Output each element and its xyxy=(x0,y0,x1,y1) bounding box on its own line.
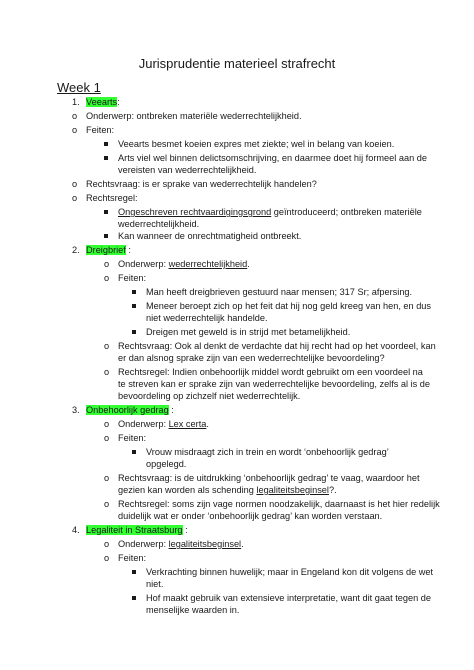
rechtsregel-label: Rechtsregel: xyxy=(86,193,138,203)
square-bullet xyxy=(104,142,108,146)
feiten-label: Feiten: xyxy=(86,125,115,135)
item-number: 3. xyxy=(72,405,80,415)
rechtsregel-line: bevoordeling op zichzelf niet wederrechtelijk. xyxy=(118,391,301,401)
circle-bullet: o xyxy=(72,193,78,203)
item-heading: Legaliteit in Straatsburg : xyxy=(86,525,188,535)
circle-bullet: o xyxy=(72,125,78,135)
square-bullet xyxy=(132,596,136,600)
item-heading: Veearts: xyxy=(86,97,120,107)
fact-line: vereisten van wederrechtelijkheid. xyxy=(118,165,257,175)
rule-line: Kan wanneer de onrechtmatigheid ontbreekt. xyxy=(118,231,302,241)
case-name: Onbehoorlijk gedrag xyxy=(86,405,169,415)
rechtsregel-line: Rechtsregel: Indien onbehoorlijk middel wordt gebruikt om een voordeel na xyxy=(118,367,423,377)
fact-line: Hof maakt gebruik van extensieve interpretatie, want dit gaat tegen de xyxy=(146,593,431,603)
circle-bullet: o xyxy=(72,179,78,189)
fact-line: Vrouw misdraagt zich in trein en wordt ‘onbehoorlijk gedrag’ xyxy=(146,447,389,457)
onderwerp-line: Onderwerp: wederrechtelijkheid. xyxy=(118,259,250,269)
fact-line: Dreigen met geweld is in strijd met betamelijkheid. xyxy=(146,327,351,337)
fact-line: Meneer beroept zich op het feit dat hij nog geld kreeg van hen, en dus xyxy=(146,301,432,311)
square-bullet xyxy=(132,304,136,308)
case-name: Dreigbrief xyxy=(86,245,126,255)
feiten-label: Feiten: xyxy=(118,273,147,283)
square-bullet xyxy=(132,570,136,574)
onderwerp-line: Onderwerp: legaliteitsbeginsel. xyxy=(118,539,244,549)
rechtsregel-line: te streven kan er sprake zijn van wederrechtelijke bevoordeling, zelfs al is de xyxy=(118,379,431,389)
square-bullet xyxy=(132,330,136,334)
rechtsvraag-line: er dan alsnog sprake zijn van een wederrechtelijke bevoordeling? xyxy=(118,353,385,363)
circle-bullet: o xyxy=(104,367,110,377)
rule-line: Ongeschreven rechtvaardigingsgrond geïntroduceerd; ontbreken materiële xyxy=(118,207,422,217)
circle-bullet: o xyxy=(72,111,78,121)
item-number: 1. xyxy=(72,97,80,107)
circle-bullet: o xyxy=(104,539,110,549)
circle-bullet: o xyxy=(104,259,110,269)
item-heading: Dreigbrief : xyxy=(86,245,131,255)
rechtsvraag-line: Rechtsvraag: is de uitdrukking ‘onbehoorlijk gedrag’ te vaag, waardoor het xyxy=(118,473,420,483)
square-bullet xyxy=(104,156,108,160)
circle-bullet: o xyxy=(104,341,110,351)
rechtsregel-line: Rechtsregel: soms zijn vage normen noodzakelijk, daarnaast is het hier redelijk xyxy=(118,499,440,509)
fact-line: Verkrachting binnen huwelijk; maar in Engeland kon dit volgens de wet xyxy=(146,567,434,577)
rechtsvraag-line: Rechtsvraag: is er sprake van wederrechtelijk handelen? xyxy=(86,179,317,189)
circle-bullet: o xyxy=(104,273,110,283)
fact-line: niet. xyxy=(146,579,164,589)
rule-line: wederrechtelijkheid. xyxy=(118,219,200,229)
rechtsregel-line: duidelijk wat er onder ‘onbehoorlijk gedrag’ kan worden verstaan. xyxy=(118,511,383,521)
fact-line: Man heeft dreigbrieven gestuurd naar mensen; 317 Sr; afpersing. xyxy=(146,287,413,297)
square-bullet xyxy=(132,450,136,454)
item-number: 2. xyxy=(72,245,80,255)
onderwerp-line: Onderwerp: ontbreken materiële wederrechtelijkheid. xyxy=(86,111,302,121)
onderwerp-line: Onderwerp: Lex certa. xyxy=(118,419,209,429)
case-name: Legaliteit in Straatsburg xyxy=(86,525,183,535)
circle-bullet: o xyxy=(104,499,110,509)
fact-line: menselijke waarden in. xyxy=(146,605,240,615)
rechtsvraag-line: gezien kan worden als schending legaliteitsbeginsel?. xyxy=(118,485,337,495)
case-name: Veearts xyxy=(86,97,118,107)
circle-bullet: o xyxy=(104,553,110,563)
square-bullet xyxy=(104,234,108,238)
circle-bullet: o xyxy=(104,473,110,483)
fact-line: Veearts besmet koeien expres met ziekte; wel in belang van koeien. xyxy=(118,139,395,149)
item-heading: Onbehoorlijk gedrag : xyxy=(86,405,174,415)
fact-line: Arts viel wel binnen delictsomschrijving, en daarmee doet hij formeel aan de xyxy=(118,153,427,163)
fact-line: opgelegd. xyxy=(146,459,187,469)
rechtsvraag-line: Rechtsvraag: Ook al denkt de verdachte dat hij recht had op het voordeel, kan xyxy=(118,341,436,351)
document-title: Jurisprudentie materieel strafrecht xyxy=(138,56,336,71)
week-heading: Week 1 xyxy=(57,80,101,95)
feiten-label: Feiten: xyxy=(118,433,147,443)
circle-bullet: o xyxy=(104,433,110,443)
feiten-label: Feiten: xyxy=(118,553,147,563)
fact-line: niet wederrechtelijk handelde. xyxy=(146,313,268,323)
square-bullet xyxy=(132,290,136,294)
item-number: 4. xyxy=(72,525,80,535)
circle-bullet: o xyxy=(104,419,110,429)
square-bullet xyxy=(104,210,108,214)
